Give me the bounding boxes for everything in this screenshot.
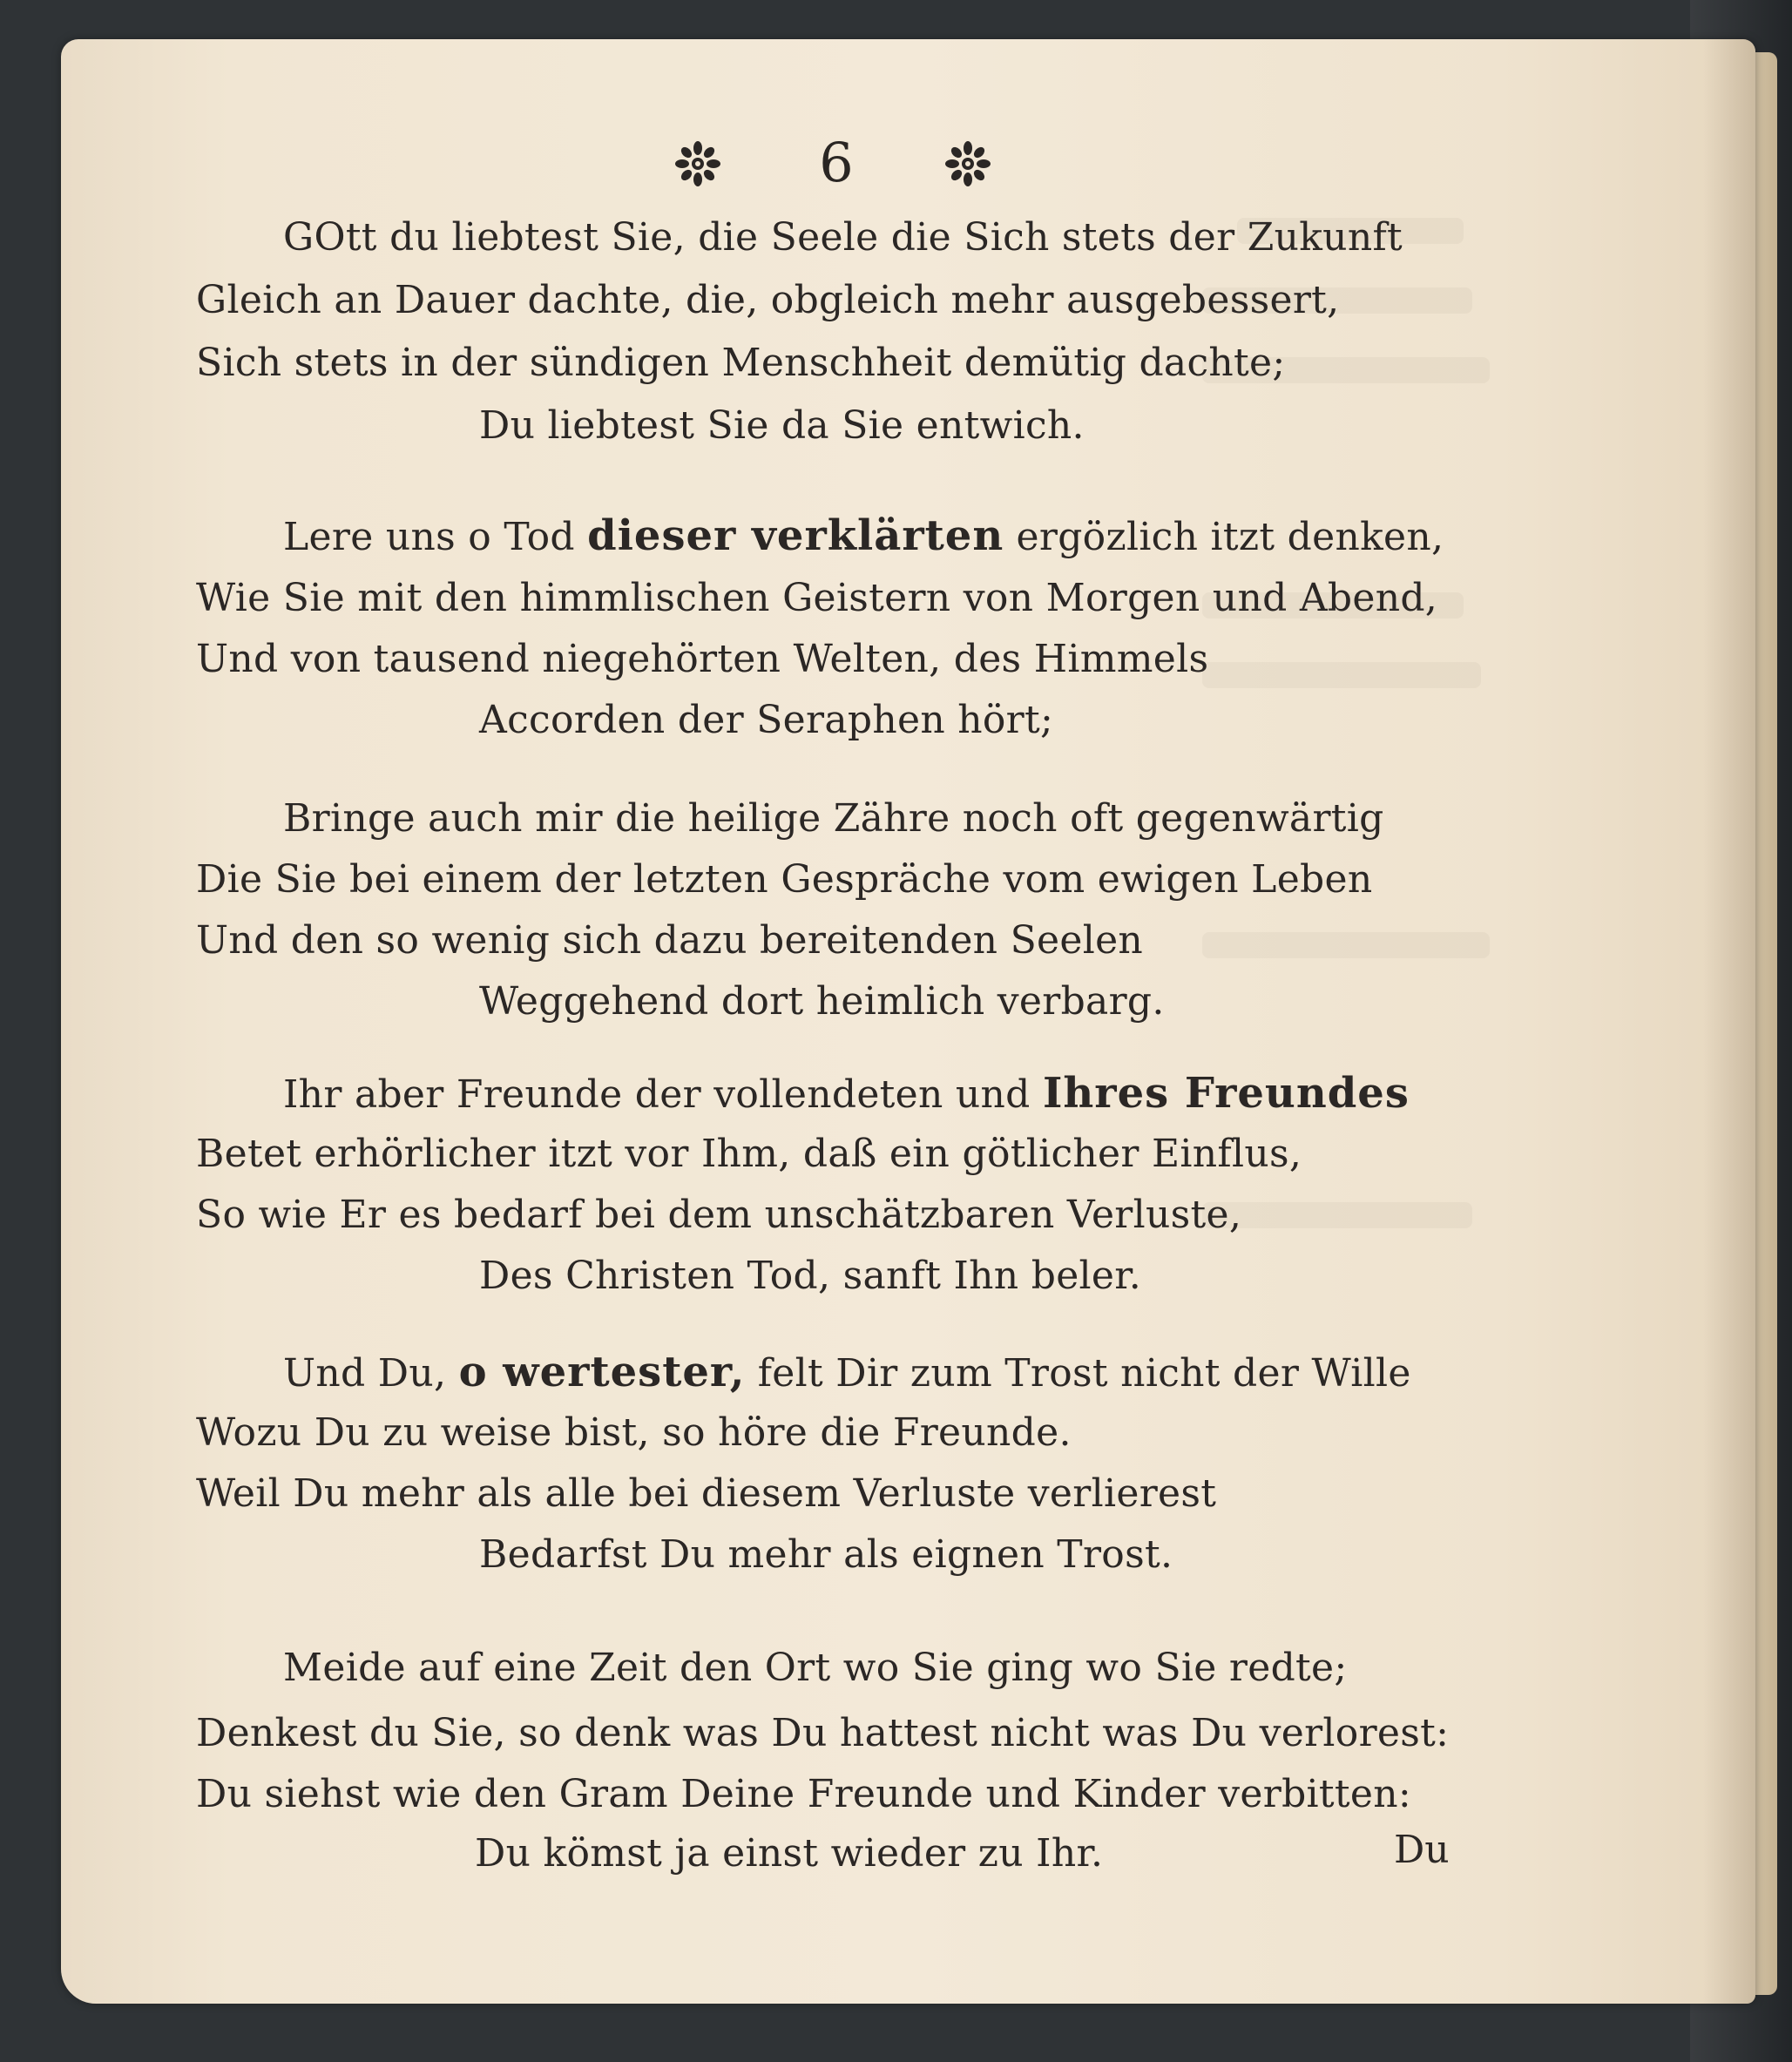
- verse-line: Gleich an Dauer dachte, die, obgleich mehr ausgebessert,: [196, 278, 1340, 322]
- verse-line: Du siehst wie den Gram Deine Freunde und Kinder verbitten:: [196, 1772, 1411, 1816]
- verse-line: Und von tausend niegehörten Welten, des Himmels: [196, 637, 1209, 681]
- verse-line: Meide auf eine Zeit den Ort wo Sie ging wo Sie redte;: [283, 1646, 1348, 1690]
- verse-line: Betet erhörlicher itzt vor Ihm, daß ein götlicher Einflus,: [196, 1132, 1302, 1176]
- verse-line: Und den so wenig sich dazu bereitenden Seelen: [196, 918, 1144, 963]
- verse-text: ergözlich itzt denken,: [1016, 515, 1444, 559]
- gutter-shadow: [1703, 39, 1755, 2004]
- verse-line: [283, 1346, 1411, 1400]
- verse-line: Accorden der Seraphen hört;: [479, 698, 1054, 742]
- verse-line: Sich stets in der sündigen Menschheit demütig dachte;: [196, 341, 1286, 385]
- rosette-ornament-left-icon: [675, 141, 720, 186]
- verse-line: Weggehend dort heimlich verbarg.: [479, 979, 1165, 1024]
- emphasis-text: Ihres Freundes: [1042, 1069, 1410, 1118]
- verse-line: Du kömst ja einst wieder zu Ihr.: [475, 1831, 1104, 1876]
- emphasis-text: o wertester,: [458, 1348, 746, 1396]
- verse-line: [283, 510, 1444, 564]
- verse-text: Und Du,: [283, 1351, 447, 1396]
- page-number: 6: [819, 131, 854, 194]
- verse-text: felt Dir zum Trost nicht der Wille: [757, 1351, 1411, 1396]
- emphasis-text: dieser verklärten: [587, 511, 1004, 560]
- catchword: Du: [1394, 1828, 1450, 1872]
- verse-text: Lere uns o Tod: [283, 515, 575, 559]
- page-header: [0, 131, 1792, 200]
- verse-line: So wie Er es bedarf bei dem unschätzbaren Verluste,: [196, 1193, 1242, 1237]
- verse-line: Wozu Du zu weise bist, so höre die Freunde.: [196, 1410, 1072, 1455]
- verse-line: Des Christen Tod, sanft Ihn beler.: [479, 1254, 1142, 1298]
- verse-text: Ihr aber Freunde der vollendeten und: [283, 1072, 1031, 1117]
- verse-line: Weil Du mehr als alle bei diesem Verluste verlierest: [196, 1471, 1217, 1516]
- verse-line: Bringe auch mir die heilige Zähre noch oft gegenwärtig: [283, 796, 1384, 841]
- verse-line: [283, 1067, 1410, 1121]
- verse-line: Denkest du Sie, so denk was Du hattest nicht was Du verlorest:: [196, 1711, 1450, 1755]
- verse-line: Die Sie bei einem der letzten Gespräche vom ewigen Leben: [196, 857, 1373, 902]
- verse-line: GOtt du liebtest Sie, die Seele die Sich stets der Zukunft: [283, 215, 1403, 260]
- verse-line: Bedarfst Du mehr als eignen Trost.: [479, 1532, 1173, 1577]
- verse-line: Du liebtest Sie da Sie entwich.: [479, 403, 1085, 448]
- verse-line: Wie Sie mit den himmlischen Geistern von Morgen und Abend,: [196, 576, 1438, 620]
- rosette-ornament-right-icon: [945, 141, 991, 186]
